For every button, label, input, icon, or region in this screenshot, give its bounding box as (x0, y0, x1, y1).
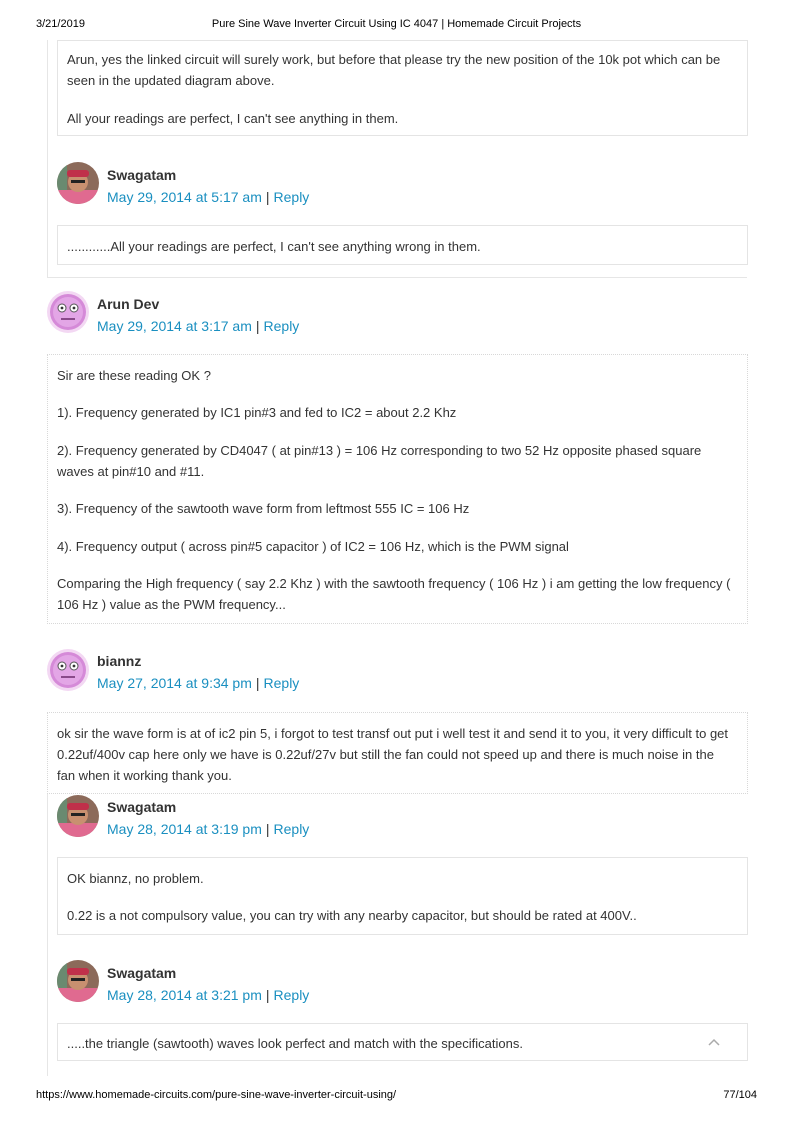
comment-meta (97, 318, 299, 334)
comment-date-link[interactable]: May 29, 2014 at 5:17 am (107, 189, 262, 205)
reply-link[interactable]: Reply (263, 318, 300, 334)
comment-author: Arun Dev (97, 296, 160, 312)
comment-body (57, 857, 748, 935)
comment-date-link[interactable]: May 29, 2014 at 3:17 am (97, 318, 252, 334)
meta-separator: | (255, 318, 260, 334)
comment-body (47, 354, 748, 624)
comment-paragraph: Sir are these reading OK ? (57, 368, 211, 383)
comment-meta (107, 987, 309, 1003)
comment-paragraph: 0.22 is a not compulsory value, you can try with any nearby capacitor, but should be rated at 400V.. (67, 908, 637, 923)
meta-separator: | (265, 821, 270, 837)
meta-separator: | (265, 189, 270, 205)
comment-paragraph: 4). Frequency output ( across pin#5 capacitor ) of IC2 = 106 Hz, which is the PWM signal (57, 539, 569, 554)
comment-paragraph: OK biannz, no problem. (67, 871, 204, 886)
comment-paragraph: Arun, yes the linked circuit will surely work, but before that please try the new position of the 10k pot which can be seen in the updated diagram above. (67, 52, 721, 88)
reply-link[interactable]: Reply (273, 821, 310, 837)
comment-paragraph: ok sir the wave form is at of ic2 pin 5, i forgot to test transf out put i well test it and send it to you, it very difficult to get 0.22uf/400v cap here only we have is 0.22uf/27v but still the fan could not speed up and there is much noise in the fan when it working thank you. (57, 726, 729, 783)
comment-body (57, 40, 748, 136)
reply-link[interactable]: Reply (273, 189, 310, 205)
comment-author: biannz (97, 653, 142, 669)
comment-author: Swagatam (107, 965, 177, 981)
print-page-number: 77/104 (723, 1089, 757, 1101)
comment-paragraph: 3). Frequency of the sawtooth wave form from leftmost 555 IC = 106 Hz (57, 501, 470, 516)
author-avatar (47, 291, 89, 333)
comment-date-link[interactable]: May 28, 2014 at 3:19 pm (107, 821, 262, 837)
print-date: 3/21/2019 (36, 18, 85, 30)
comment-body (57, 225, 748, 265)
comment-date-link[interactable]: May 27, 2014 at 9:34 pm (97, 675, 252, 691)
comment-meta (107, 189, 309, 205)
comment-date-link[interactable]: May 28, 2014 at 3:21 pm (107, 987, 262, 1003)
meta-separator: | (255, 675, 260, 691)
author-avatar (47, 649, 89, 691)
reply-link[interactable]: Reply (263, 675, 300, 691)
thread-line (47, 40, 48, 277)
print-url: https://www.homemade-circuits.com/pure-sine-wave-inverter-circuit-using/ (36, 1089, 397, 1101)
comment-paragraph: ............All your readings are perfect, I can't see anything wrong in them. (67, 239, 481, 254)
comment-meta (107, 821, 309, 837)
comment-author: Swagatam (107, 799, 177, 815)
comment-body (57, 1023, 748, 1061)
author-avatar (57, 960, 99, 1002)
comment-author: Swagatam (107, 167, 177, 183)
author-avatar (57, 795, 99, 837)
reply-link[interactable]: Reply (273, 987, 310, 1003)
thread-line (47, 793, 48, 1076)
thread-line (47, 277, 747, 278)
meta-separator: | (265, 987, 270, 1003)
comment-paragraph: Comparing the High frequency ( say 2.2 Khz ) with the sawtooth frequency ( 106 Hz ) i am getting the low frequency ( 106 Hz ) value as the PWM frequency... (57, 576, 731, 612)
comment-body (47, 712, 748, 794)
comment-paragraph: .....the triangle (sawtooth) waves look perfect and match with the specifications. (67, 1036, 523, 1051)
chevron-up-icon[interactable] (706, 1036, 722, 1048)
comment-paragraph: 2). Frequency generated by CD4047 ( at pin#13 ) = 106 Hz corresponding to two 52 Hz opposite phased square waves at pin#10 and #11. (57, 443, 702, 479)
comment-meta (97, 675, 299, 691)
author-avatar (57, 162, 99, 204)
comment-paragraph: 1). Frequency generated by IC1 pin#3 and fed to IC2 = about 2.2 Khz (57, 405, 457, 420)
comment-paragraph: All your readings are perfect, I can't see anything in them. (67, 111, 399, 126)
print-title: Pure Sine Wave Inverter Circuit Using IC 4047 | Homemade Circuit Projects (211, 18, 582, 30)
